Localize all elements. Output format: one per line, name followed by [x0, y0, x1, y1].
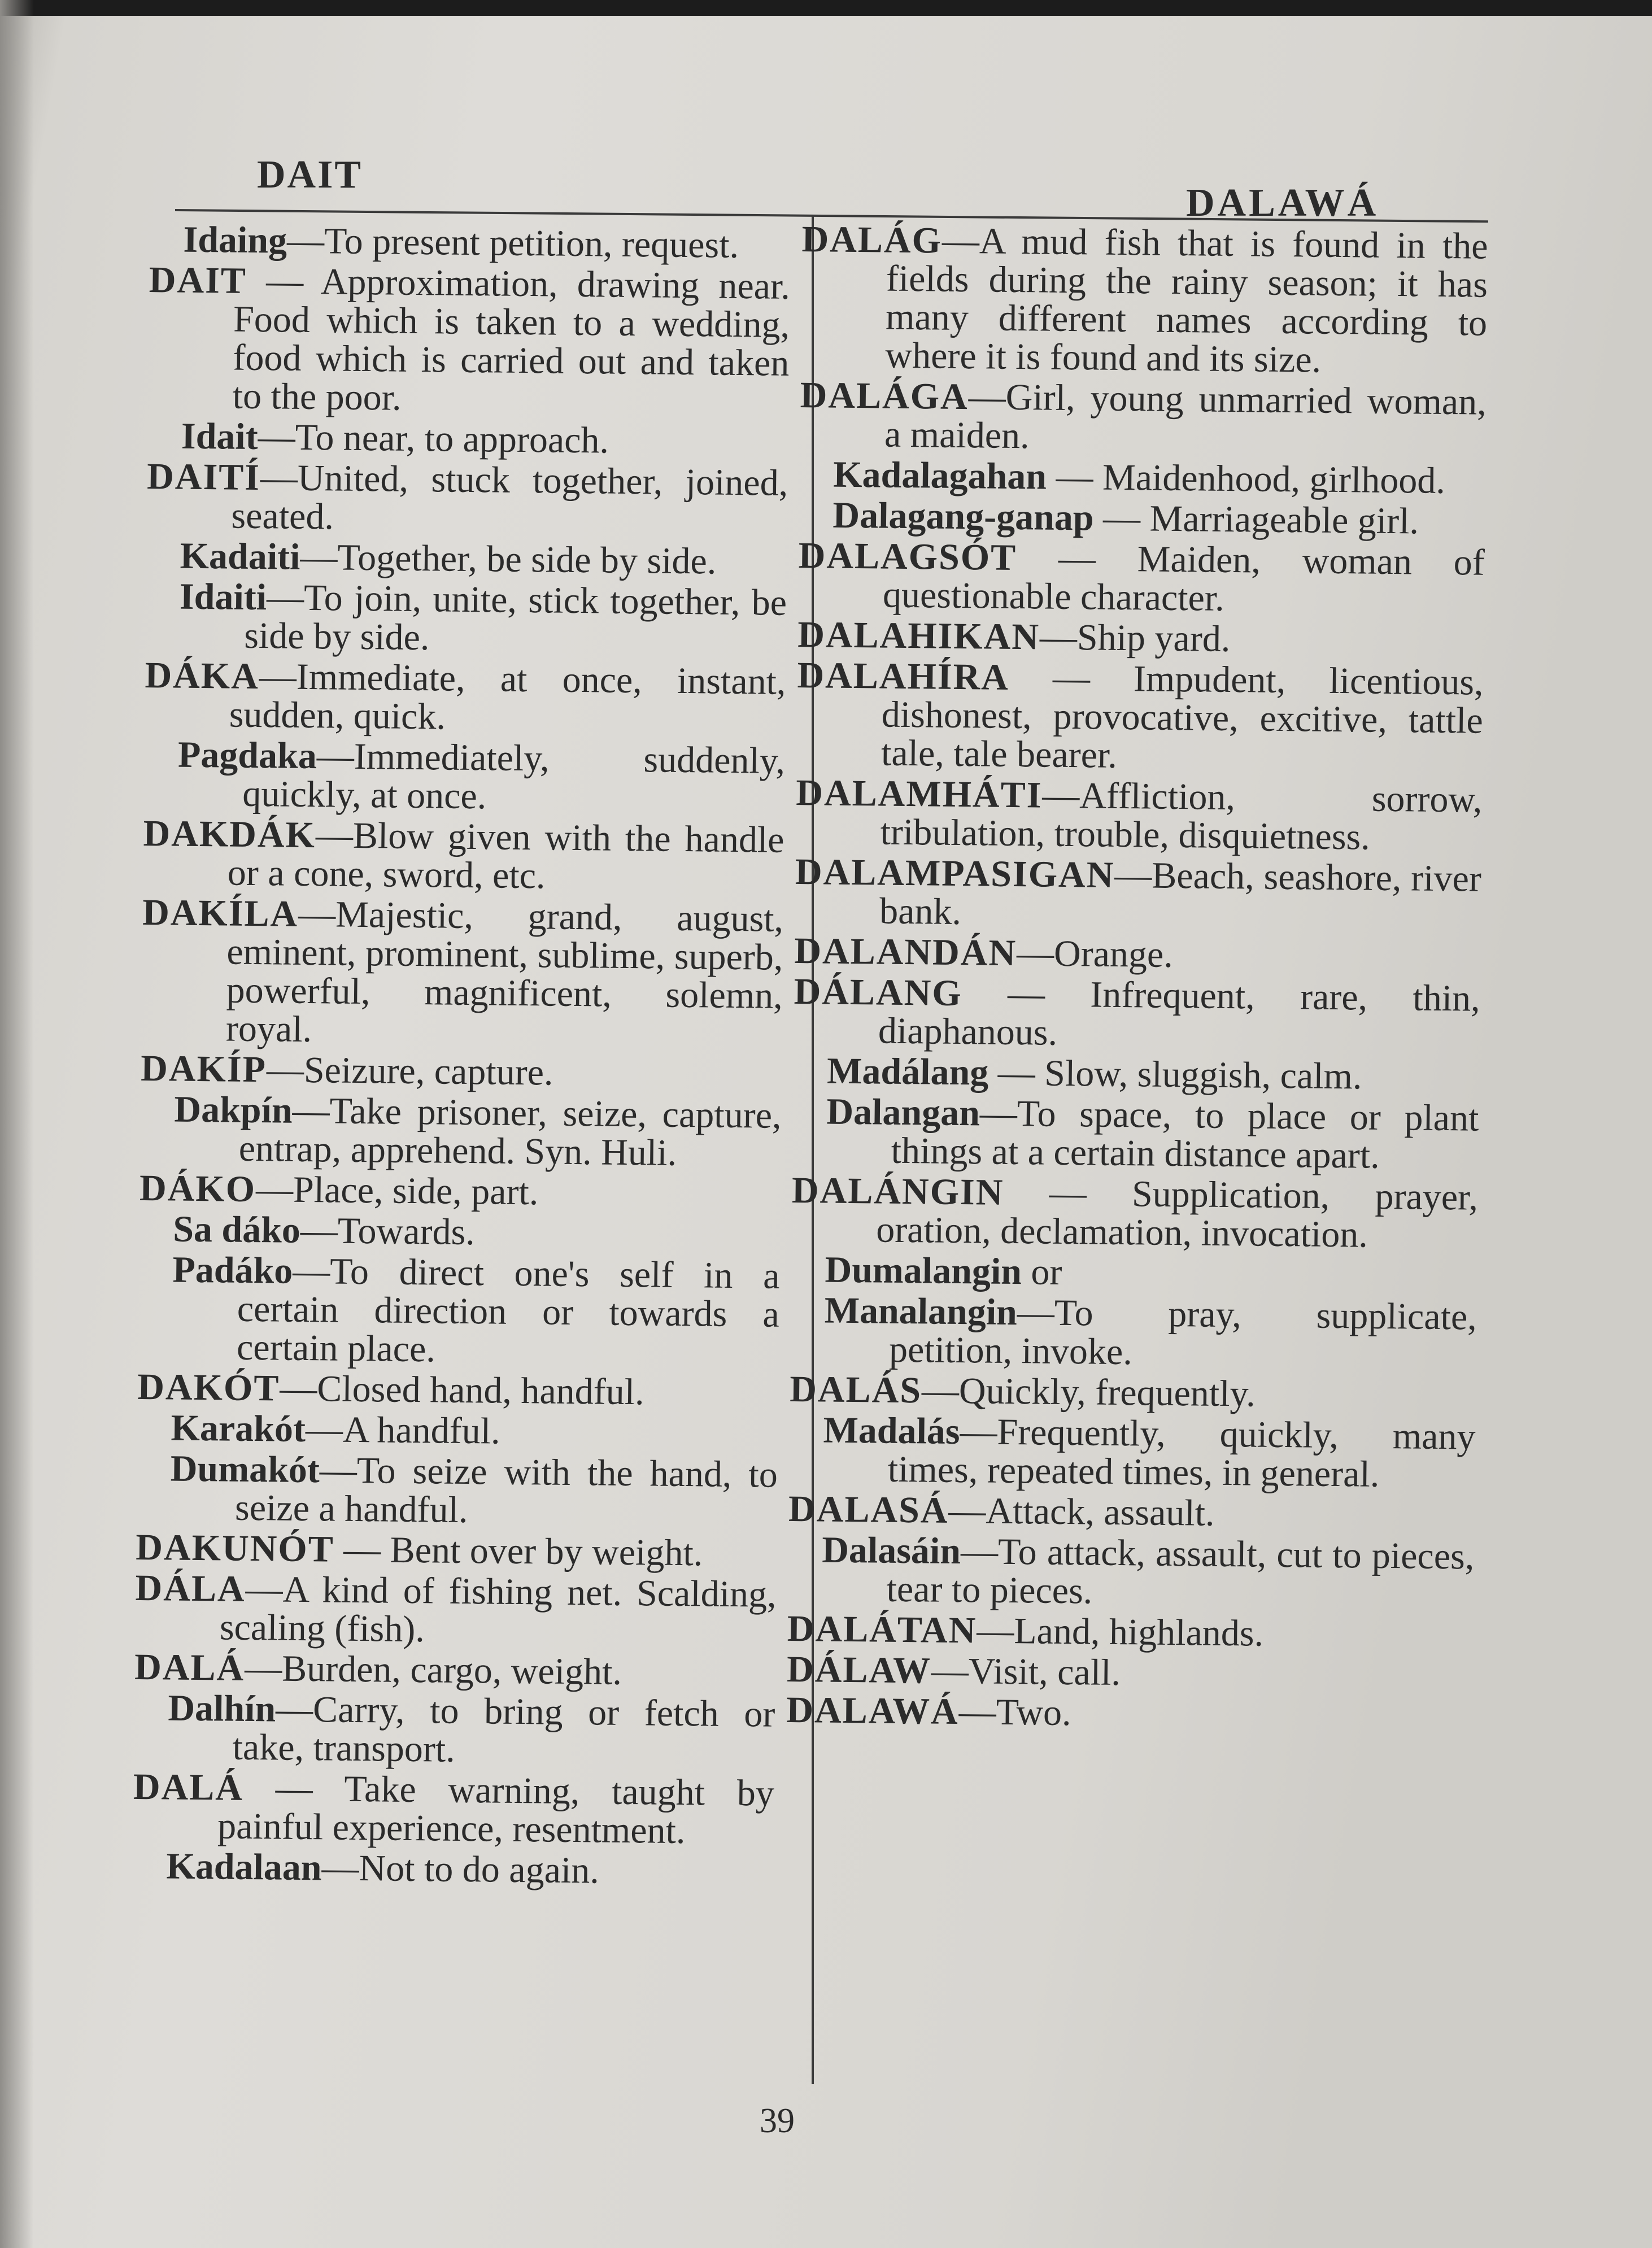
binding-shadow [0, 0, 34, 2248]
entry-headword: Dakpín [174, 1088, 293, 1131]
entry-separator: — [1114, 854, 1152, 896]
entry-separator: — [266, 577, 304, 618]
entry-headword: Dumalangin [825, 1249, 1022, 1293]
entry-separator: — [968, 376, 1006, 418]
entry-definition: Girl, young unmarried woman, a maiden. [884, 376, 1487, 457]
entry-headword: Madalás [823, 1409, 960, 1453]
entry-separator: — [941, 220, 980, 262]
entry-definition: Frequently, quickly, many times, repeated times, in general. [887, 1411, 1476, 1495]
dictionary-entry [794, 970, 1481, 1057]
entry-headword: DALÁ [134, 1646, 245, 1689]
entry-separator: — [1016, 537, 1138, 580]
entry-definition: Carry, to bring or fetch or take, transport. [232, 1689, 775, 1770]
entry-definition: Marriageable girl. [1149, 498, 1419, 542]
entry-headword: Dalangan [826, 1091, 980, 1134]
entry-headword: Sa dáko [172, 1208, 301, 1251]
dictionary-entry [786, 1691, 1473, 1737]
entry-definition: Closed hand, handful. [317, 1368, 644, 1413]
entry-definition: Immediate, at once, instant, sudden, quick. [229, 656, 786, 738]
entry-headword: DAKÍLA [142, 891, 299, 935]
dictionary-subentry [140, 1090, 781, 1174]
entry-definition: Land, highlands. [1013, 1610, 1264, 1654]
entry-separator: — [292, 1090, 330, 1132]
entry-headword: DAKÓT [137, 1366, 280, 1409]
entry-headword: Pagdaka [177, 734, 317, 777]
entry-headword: DALAMPASIGAN [795, 851, 1115, 896]
entry-headword: DALANDÁN [794, 930, 1017, 974]
entry-definition: Slow, sluggish, calm. [1044, 1052, 1362, 1097]
entry-separator: — [976, 1610, 1014, 1652]
entry-separator: — [1046, 456, 1103, 498]
entry-headword: DAKUNÓT [136, 1526, 335, 1570]
entry-headword: DALAMHÁTI [796, 772, 1043, 816]
left-column [132, 220, 791, 1894]
dictionary-entry [795, 853, 1481, 937]
entry-separator: — [255, 1169, 294, 1210]
scan-top-border [0, 0, 1652, 16]
entry-headword: Kadalaan [166, 1845, 322, 1889]
entry-separator: — [960, 1411, 997, 1453]
entry-headword: Padáko [172, 1249, 293, 1292]
entry-definition: United, stuck together, joined, seated. [231, 457, 788, 538]
entry-headword: DÁLANG [794, 970, 963, 1014]
entry-headword: DÁLAW [786, 1648, 932, 1692]
entry-separator: — [960, 1531, 999, 1572]
dictionary-subentry [799, 496, 1485, 542]
entry-headword: DAITÍ [146, 455, 261, 499]
entry-separator: — [948, 1489, 986, 1532]
entry-headword: DALASÁ [788, 1488, 949, 1531]
entry-separator: — [280, 1367, 317, 1410]
entry-headword: Madálang [826, 1050, 989, 1093]
entry-headword: DALÁTAN [787, 1607, 977, 1652]
dictionary-subentry [145, 577, 787, 661]
running-head-left: DAIT [257, 153, 363, 197]
entry-separator: — [321, 1847, 359, 1889]
entry-separator: — [1009, 656, 1134, 700]
entry-definition: or [1031, 1251, 1062, 1293]
dictionary-entry [140, 1169, 781, 1214]
entry-headword: Dalasáin [821, 1529, 961, 1572]
dictionary-entry [134, 1648, 776, 1693]
entry-headword: Dumakót [170, 1448, 320, 1491]
dictionary-entry [143, 814, 784, 898]
entry-definition: A mud fish that is found in the fields during the rainy season; it has many different names according to where it is found and its size. [885, 220, 1488, 381]
entry-definition: Take warning, taught by painful experience, resentment. [217, 1768, 775, 1852]
entry-separator: — [1003, 1171, 1132, 1215]
entry-definition: Majestic, grand, august, eminent, prominent, sublime, superb, powerful, magnificent, solemn, royal. [225, 894, 784, 1051]
entry-definition: Beach, seashore, river bank. [879, 855, 1482, 933]
entry-separator: — [921, 1370, 960, 1412]
dictionary-entry [800, 376, 1487, 460]
entry-separator: — [1016, 933, 1054, 974]
dictionary-subentry [137, 1409, 778, 1454]
dictionary-entry [136, 1528, 777, 1574]
entry-separator: — [292, 1250, 330, 1292]
entry-definition: Burden, cargo, weight. [281, 1648, 622, 1693]
entry-definition: Affliction, sorrow, tribulation, trouble, disquietness. [880, 775, 1483, 858]
entry-headword: DALÁ [133, 1766, 244, 1809]
entry-headword: DALAHIKAN [797, 613, 1040, 658]
entry-headword: DAIT [149, 259, 247, 302]
entry-definition: To pray, supplicate, petition, invoke. [888, 1292, 1477, 1373]
dictionary-entry [795, 774, 1482, 858]
dictionary-subentry [793, 1052, 1480, 1097]
entry-separator: — [1017, 1292, 1055, 1334]
dictionary-entry [791, 1171, 1478, 1256]
entry-definition: Two. [996, 1691, 1071, 1734]
dictionary-subentry [138, 1251, 780, 1373]
entry-separator: — [244, 1647, 282, 1689]
entry-separator: — [958, 1691, 997, 1733]
dictionary-entry [141, 1049, 782, 1095]
dictionary-subentry [139, 1210, 781, 1255]
dictionary-subentry [147, 417, 789, 462]
entry-separator: — [246, 260, 321, 303]
entry-separator: — [259, 656, 297, 698]
entry-separator: — [1039, 616, 1078, 659]
dictionary-subentry [136, 1449, 778, 1533]
entry-headword: DALAGSÓT [798, 534, 1017, 579]
dictionary-entry [798, 534, 1485, 621]
entry-headword: DALÁNGIN [791, 1169, 1004, 1213]
entry-definition: Maidenhood, girlhood. [1102, 456, 1446, 502]
entry-definition: To present petition, request. [324, 220, 739, 266]
dictionary-entry [146, 455, 788, 541]
entry-definition: Ship yard. [1076, 617, 1231, 660]
entry-definition: To join, unite, stick together, be side by side. [243, 577, 787, 659]
entry-definition: Quickly, frequently. [958, 1370, 1256, 1415]
entry-headword: DÁLA [135, 1567, 246, 1610]
entry-headword: DALÁGA [800, 374, 969, 418]
entry-definition: To near, to approach. [295, 416, 609, 461]
entry-separator: — [316, 735, 355, 777]
entry-definition: Approximation, drawing near. Food which is taken to a wedding, food which is carried out and taken to the poor. [232, 261, 791, 419]
entry-separator: — [286, 220, 325, 262]
entry-separator: — [300, 1209, 338, 1252]
entry-separator: — [979, 1092, 1018, 1135]
dictionary-entry [144, 656, 786, 740]
entry-definition: Attack, assault. [986, 1490, 1215, 1534]
entry-headword: Idaiti [179, 576, 267, 618]
entry-separator: — [243, 1767, 345, 1810]
entry-separator: — [258, 416, 296, 458]
entry-definition: Together, be side by side. [337, 537, 717, 582]
dictionary-subentry [790, 1291, 1477, 1375]
dictionary-entry [790, 1370, 1476, 1416]
entry-definition: To direct one's self in a certain direction or towards a certain place. [236, 1251, 780, 1370]
entry-separator: — [319, 1449, 358, 1491]
dictionary-subentry [149, 220, 791, 265]
entry-separator: — [334, 1528, 391, 1571]
dictionary-subentry [792, 1092, 1479, 1177]
entry-separator: — [305, 1409, 343, 1450]
dictionary-entry [133, 1768, 774, 1851]
dictionary-entry [147, 261, 790, 421]
entry-separator: — [300, 536, 338, 578]
dictionary-entry [135, 1569, 777, 1653]
dictionary-entry [787, 1607, 1474, 1655]
entry-headword: DÁKO [139, 1167, 256, 1210]
entry-definition: Immediately, suddenly, quickly, at once. [242, 735, 786, 817]
dictionary-subentry [791, 1251, 1477, 1296]
dictionary-subentry [789, 1411, 1476, 1495]
dictionary-entry [787, 1650, 1474, 1696]
running-head-right: DALAWÁ [1186, 181, 1379, 225]
entry-definition: Maiden, woman of questionable character. [882, 538, 1485, 619]
dictionary-subentry [146, 537, 787, 582]
entry-definition: Visit, call. [968, 1650, 1121, 1694]
entry-separator: — [298, 893, 336, 935]
entry-separator: — [245, 1568, 284, 1610]
entry-definition: A handful. [342, 1409, 500, 1452]
dictionary-entry [800, 220, 1488, 381]
entry-definition: Towards. [337, 1210, 476, 1253]
entry-definition: To attack, assault, cut to pieces, tear to pieces. [886, 1531, 1475, 1612]
entry-headword: DALAHÍRA [797, 654, 1010, 698]
entry-separator [1022, 1251, 1031, 1292]
entry-definition: Impudent, licentious, dishonest, provocative, excitive, tattle tale, tale bearer. [881, 658, 1484, 776]
entry-definition: To seize with the hand, to seize a handful. [234, 1449, 778, 1531]
entry-definition: A kind of fishing net. Scalding, scaling (fish). [219, 1569, 777, 1650]
dictionary-entry [788, 1490, 1475, 1536]
entry-definition: To space, to place or plant things at a certain distance apart. [891, 1093, 1479, 1177]
entry-separator: — [275, 1688, 313, 1731]
page-number: 39 [760, 2102, 795, 2140]
entry-headword: Manalangin [824, 1289, 1018, 1334]
right-column [786, 220, 1488, 1739]
dictionary-subentry [787, 1531, 1474, 1615]
entry-definition: Bent over by weight. [390, 1529, 703, 1574]
entry-headword: Idait [181, 415, 259, 458]
entry-definition: Supplication, prayer, oration, declamation, invocation. [875, 1173, 1479, 1256]
entry-separator: — [266, 1049, 304, 1091]
entry-headword: Karakót [171, 1407, 306, 1450]
entry-definition: Orange. [1053, 933, 1174, 975]
entry-headword: DAKÍP [140, 1047, 267, 1091]
entry-headword: Dalagang-ganap [832, 494, 1095, 539]
entry-definition: Blow given with the handle or a cone, sword, etc. [227, 814, 784, 897]
entry-definition: Seizure, capture. [303, 1049, 553, 1093]
entry-definition: Infrequent, rare, thin, diaphanous. [878, 974, 1481, 1053]
entry-separator: — [988, 1052, 1045, 1094]
entry-headword: DALÁS [789, 1368, 922, 1411]
entry-headword: DALAWÁ [786, 1689, 960, 1733]
entry-headword: Idaing [183, 219, 287, 262]
entry-separator: — [962, 973, 1091, 1016]
entry-headword: Dalhín [168, 1687, 276, 1730]
dictionary-subentry [132, 1847, 774, 1892]
entry-headword: Kadalagahan [832, 454, 1047, 498]
dictionary-subentry [133, 1689, 775, 1772]
entry-headword: DALÁG [801, 219, 943, 262]
entry-separator: — [315, 814, 354, 856]
entry-definition: Not to do again. [359, 1848, 600, 1892]
entry-separator: — [1041, 774, 1080, 817]
dictionary-subentry [143, 735, 785, 819]
dictionary-entry [797, 613, 1484, 661]
dictionary-entry [141, 891, 784, 1054]
entry-definition: Take prisoner, seize, capture, entrap, apprehend. Syn. Huli. [238, 1090, 782, 1174]
dictionary-entry [796, 656, 1484, 779]
dictionary-entry [794, 932, 1481, 978]
entry-headword: DÁKA [145, 654, 260, 698]
entry-separator: — [1093, 497, 1150, 539]
entry-separator: — [931, 1650, 969, 1692]
dictionary-subentry [799, 455, 1486, 501]
entry-definition: Place, side, part. [293, 1169, 539, 1213]
dictionary-entry [137, 1368, 779, 1413]
entry-headword: DAKDÁK [143, 812, 316, 856]
entry-separator: — [260, 457, 298, 499]
entry-headword: Kadaiti [180, 535, 300, 578]
